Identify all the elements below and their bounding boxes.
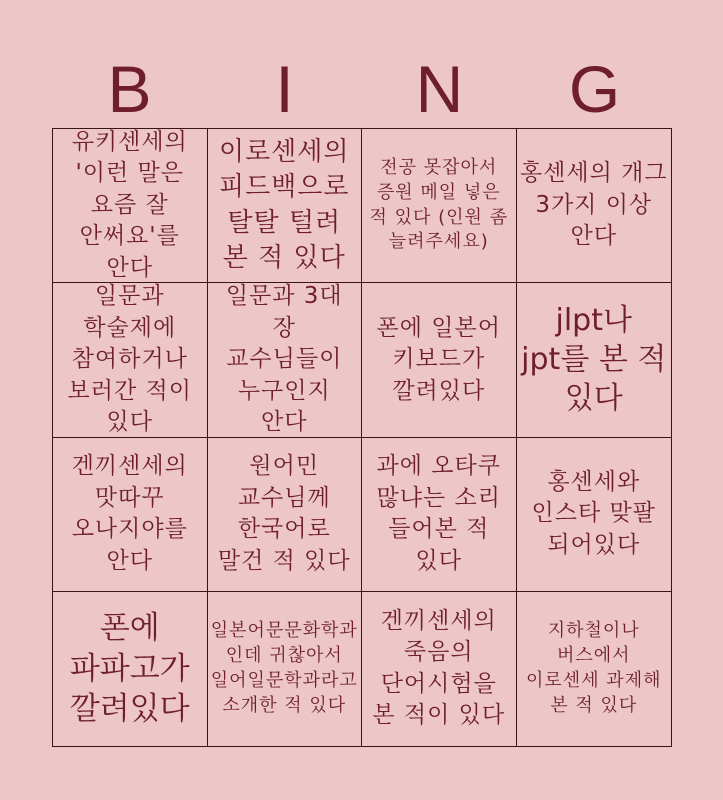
cell-text: jlpt나 jpt를 본 적 있다 <box>521 303 667 417</box>
bingo-cell-r1c1[interactable] <box>53 129 208 283</box>
cell-text: 전공 못잡아서 증원 메일 넣은 적 있다 (인원 좀 늘려주세요) <box>369 156 508 253</box>
bingo-cell-r2c4[interactable] <box>517 283 672 437</box>
header-letter-b: B <box>107 52 152 126</box>
cell-text: 겐끼센세의 죽음의 단어시험을 본 적이 있다 <box>372 607 506 729</box>
bingo-cell-r2c1[interactable] <box>53 283 208 437</box>
bingo-header <box>52 50 672 128</box>
bingo-cell-r1c2[interactable] <box>208 129 363 283</box>
header-letter-i: I <box>275 52 294 126</box>
bingo-cell-r2c3[interactable] <box>362 283 517 437</box>
bingo-cell-r1c3[interactable] <box>362 129 517 283</box>
cell-text: 지하철이나 버스에서 이로센세 과제해 본 적 있다 <box>526 620 662 716</box>
cell-text: 유키센세의 '이런 말은 요즘 잘 안써요'를 안다 <box>71 129 188 281</box>
bingo-cell-r4c1[interactable] <box>53 592 208 746</box>
bingo-cell-r4c3[interactable] <box>362 592 517 746</box>
bingo-cell-r3c1[interactable] <box>53 438 208 592</box>
cell-text: 일문과 학술제에 참여하거나 보러간 적이 있다 <box>67 283 192 436</box>
cell-text: 일본어문문화학과인데 귀찮아서 일어일문학과라고 소개한 적 있다 <box>210 620 358 716</box>
bingo-cell-r4c4[interactable] <box>517 592 672 746</box>
bingo-cell-r4c2[interactable] <box>208 592 363 746</box>
bingo-cell-r1c4[interactable] <box>517 129 672 283</box>
cell-text: 폰에 파파고가 깔려있다 <box>69 610 190 728</box>
header-letter-g: G <box>568 52 621 126</box>
cell-text: 이로센세의 피드백으로 탈탈 털려 본 적 있다 <box>218 136 350 273</box>
cell-text: 폰에 일본어 키보드가 깔려있다 <box>376 314 501 404</box>
bingo-cell-r2c2[interactable] <box>208 283 363 437</box>
bingo-cell-r3c3[interactable] <box>362 438 517 592</box>
cell-text: 겐끼센세의 맛따꾸 오나지야를 안다 <box>71 453 188 574</box>
header-letter-n: N <box>415 52 464 126</box>
bingo-cell-r3c4[interactable] <box>517 438 672 592</box>
cell-text: 홍센세의 개그 3가지 이상 안다 <box>519 160 668 250</box>
cell-text: 과에 오타쿠 많냐는 소리 들어본 적 있다 <box>376 453 501 574</box>
cell-text: 원어민 교수님께 한국어로 말건 적 있다 <box>217 453 351 574</box>
cell-text: 홍센세와 인스타 맞팔 되어있다 <box>531 468 656 558</box>
bingo-board <box>52 128 672 747</box>
cell-text: 일문과 3대 장 교수님들이 누구인지 안다 <box>225 283 343 436</box>
bingo-cell-r3c2[interactable] <box>208 438 363 592</box>
